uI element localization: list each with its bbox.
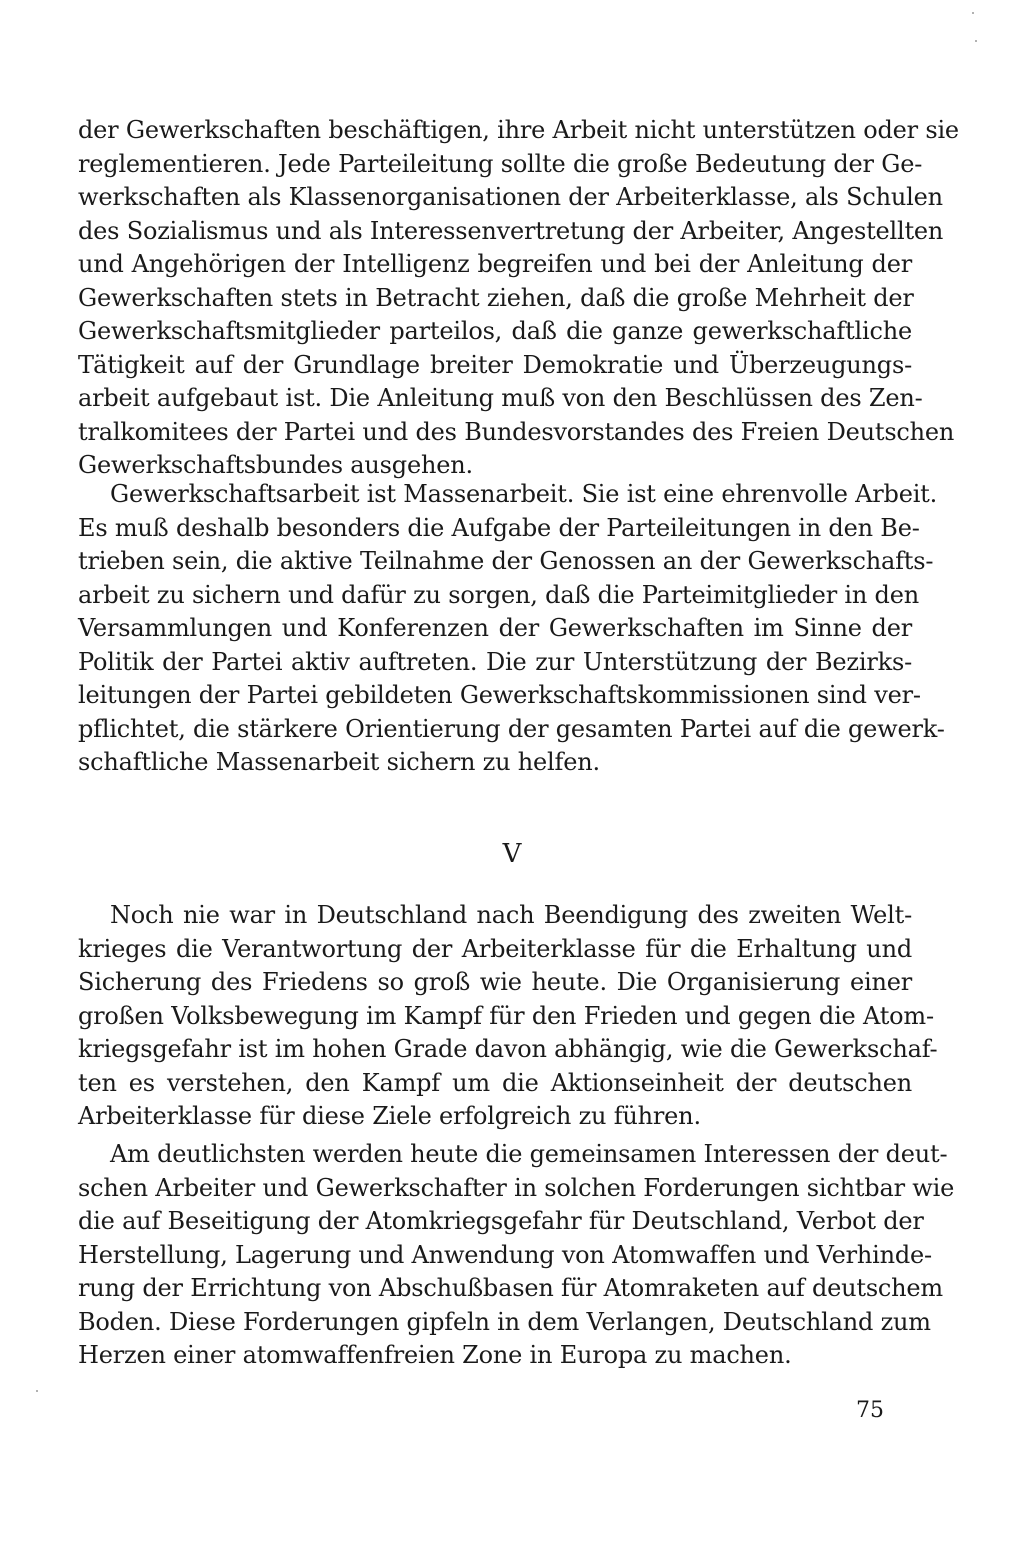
paragraph-3 bbox=[78, 899, 938, 1134]
text-line: krieges die Verantwortung der Arbeiterklasse für die Erhaltung und bbox=[78, 934, 912, 963]
text-line: Gewerkschaftsarbeit ist Massenarbeit. Sie ist eine ehrenvolle Arbeit. bbox=[110, 480, 938, 508]
text-line: leitungen der Partei gebildeten Gewerkschaftskommissionen sind ver- bbox=[78, 681, 921, 709]
text-line: der Gewerkschaften beschäftigen, ihre Arbeit nicht unterstützen oder sie bbox=[78, 116, 959, 144]
text-line: kriegsgefahr ist im hohen Grade davon abhängig, wie die Gewerkschaf- bbox=[78, 1035, 938, 1063]
text-line: Arbeiterklasse für diese Ziele erfolgreich zu führen. bbox=[78, 1102, 701, 1130]
text-line: Noch nie war in Deutschland nach Beendigung des zweiten Welt- bbox=[110, 901, 912, 929]
text-line: Gewerkschaftsmitglieder parteilos, daß die ganze gewerkschaftliche bbox=[78, 317, 912, 345]
text-line: schen Arbeiter und Gewerkschafter in solchen Forderungen sichtbar wie bbox=[78, 1173, 955, 1202]
text-line: Herstellung, Lagerung und Anwendung von Atomwaffen und Verhinde- bbox=[78, 1240, 932, 1269]
text-line: tralkomitees der Partei und des Bundesvorstandes des Freien Deutschen bbox=[78, 417, 955, 446]
section-heading: V bbox=[502, 839, 522, 869]
text-line: Politik der Partei aktiv auftreten. Die zur Unterstützung der Bezirks- bbox=[78, 647, 912, 676]
text-line: des Sozialismus und als Interessenvertretung der Arbeiter, Angestellten bbox=[78, 216, 944, 245]
text-line: trieben sein, die aktive Teilnahme der Genossen an der Gewerkschafts- bbox=[78, 547, 934, 575]
text-line: die auf Beseitigung der Atomkriegsgefahr für Deutschland, Verbot der bbox=[78, 1207, 924, 1235]
text-line: ten es verstehen, den Kampf um die Aktionseinheit der deutschen bbox=[78, 1068, 912, 1097]
text-line: großen Volksbewegung im Kampf für den Frieden und gegen die Atom- bbox=[78, 1001, 934, 1030]
text-line: schaftliche Massenarbeit sichern zu helfen. bbox=[78, 748, 600, 776]
paragraph-1 bbox=[78, 114, 959, 483]
text-line: reglementieren. Jede Parteileitung sollte die große Bedeutung der Ge- bbox=[78, 149, 923, 178]
text-line: werkschaften als Klassenorganisationen der Arbeiterklasse, als Schulen bbox=[78, 183, 943, 211]
text-line: Sicherung des Friedens so groß wie heute. Die Organisierung einer bbox=[78, 968, 912, 996]
text-line: arbeit zu sichern und dafür zu sorgen, daß die Parteimitglieder in den bbox=[78, 580, 919, 609]
text-line: Herzen einer atomwaffenfreien Zone in Europa zu machen. bbox=[78, 1341, 792, 1369]
text-line: und Angehörigen der Intelligenz begreifen und bei der Anleitung der bbox=[78, 250, 912, 278]
text-line: Boden. Diese Forderungen gipfeln in dem Verlangen, Deutschland zum bbox=[78, 1307, 931, 1336]
text-line: arbeit aufgebaut ist. Die Anleitung muß von den Beschlüssen des Zen- bbox=[78, 384, 923, 412]
scan-speck bbox=[975, 40, 977, 42]
text-line: rung der Errichtung von Abschußbasen für Atomraketen auf deutschem bbox=[78, 1274, 943, 1302]
text-line: Gewerkschaftsbundes ausgehen. bbox=[78, 451, 473, 479]
scan-speck bbox=[972, 12, 974, 14]
scan-speck bbox=[36, 1390, 38, 1392]
page-number: 75 bbox=[856, 1398, 884, 1423]
text-line: Versammlungen und Konferenzen der Gewerkschaften im Sinne der bbox=[78, 614, 912, 642]
paragraph-2 bbox=[78, 478, 945, 780]
text-line: Gewerkschaften stets in Betracht ziehen, daß die große Mehrheit der bbox=[78, 283, 914, 312]
text-line: Tätigkeit auf der Grundlage breiter Demokratie und Überzeugungs- bbox=[78, 350, 912, 379]
text-line: pflichtet, die stärkere Orientierung der gesamten Partei auf die gewerk- bbox=[78, 714, 945, 743]
text-line: Es muß deshalb besonders die Aufgabe der Parteileitungen in den Be- bbox=[78, 513, 920, 542]
paragraph-4 bbox=[78, 1138, 955, 1373]
text-line: Am deutlichsten werden heute die gemeinsamen Interessen der deut- bbox=[110, 1140, 948, 1168]
